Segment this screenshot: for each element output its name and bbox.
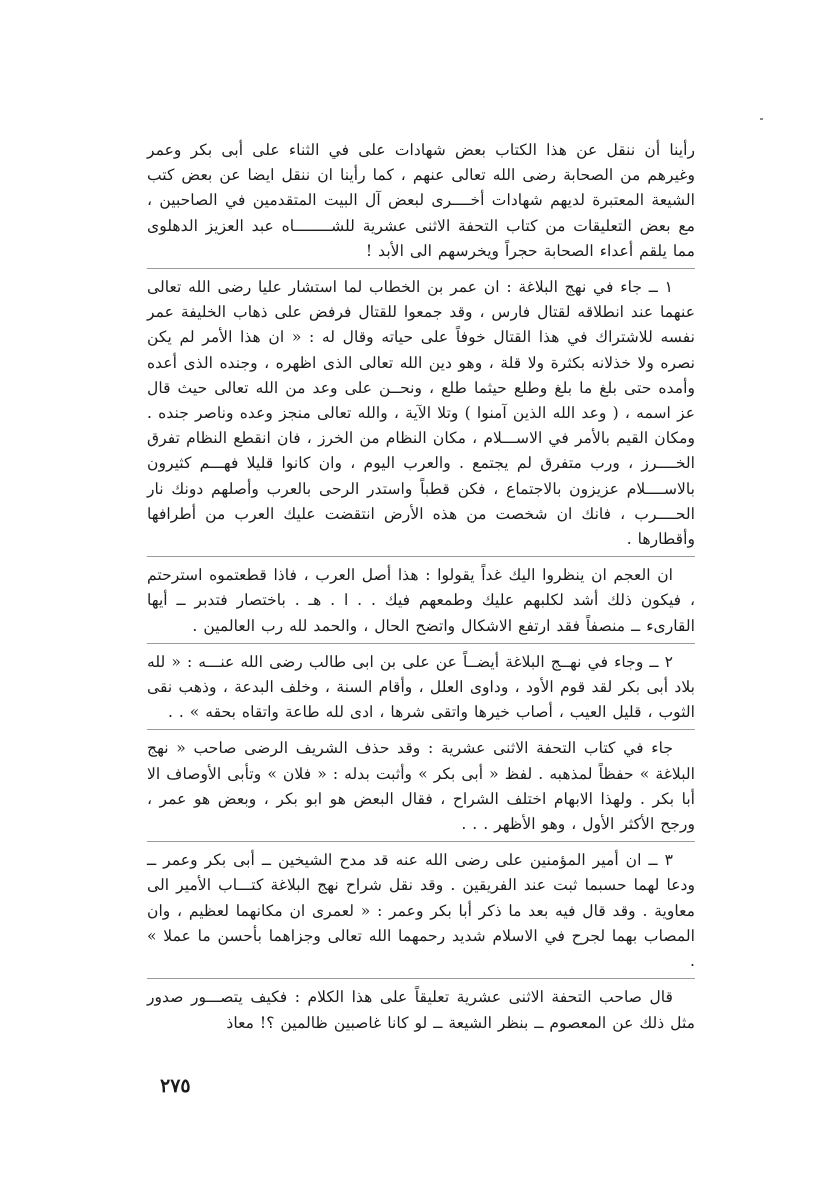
paragraph-6: قال صاحب التحفة الاثنى عشرية تعليقاً على هذا الكلام : فكيف يتصـــور صدور مثل ذلك عن المعصوم ــ بنظر الشيعة ــ لو كانا غاصبين ظالمين ؟! معاذ — [147, 988, 695, 1032]
paragraph-1: ١ ــ جاء في نهج البلاغة : ان عمر بن الخطاب لما استشار عليا رضى الله تعالى عنهما عند انطلاقه لقتال فارس ، وقد جمعوا للقتال فرفض على ذهاب الخليفة عمر نفسه للاشتراك في هذا القتال خوفاً على حياته وقال له : « ان هذا الأمر لم يكن نصره ولا خذلانه بكثرة ولا قلة ، وهو دين الله تعالى الذى اظهره ، وجنده الذى أعده وأمده حتى بلغ ما بلغ وطلع حيثما طلع ، ونحــن على وعد من الله تعالى حيث قال عز اسمه ، ( وعد الله الذين آمنوا ) وتلا الآية ، والله تعالى منجز وعده وناصر جنده . ومكان القيم بالأمر في الاســـلام ، مكان النظام من الخرز ، فان انقطع النظام تفرق الخــــرز ، ورب متفرق لم يجتمع . والعرب اليوم ، وان كانوا قليلا فهـــم كثيرون بالاســــلام عزيزون بالاجتماع ، فكن قطباً واستدر الرحى بالعرب وأصلهم دونك نار الحــــرب ، فانك ان شخصت من هذه الأرض انتقضت عليك العرب من أطرافها وأقطارها . — [147, 278, 695, 549]
page-number: ٢٧٥ — [160, 1075, 191, 1097]
margin-mark — [760, 118, 763, 120]
paragraph-5: ٣ ــ ان أمير المؤمنين على رضى الله عنه قد مدح الشيخين ــ أبى بكر وعمر ــ ودعا لهما حسبما ثبت عند الفريقين . وقد نقل شراح نهج البلاغة كتـــاب الأمير الى معاوية . وقد قال فيه بعد ما ذكر أبا بكر وعمر : « لعمرى ان مكانهما لعظيم ، وان المصاب بهما لجرح في الاسلام شديد رحمهما الله تعالى وجزاهما بأحسن ما عملا » . — [147, 851, 695, 971]
section-divider — [147, 841, 695, 842]
section-divider — [147, 978, 695, 979]
body-text — [147, 138, 695, 1038]
section-divider — [147, 729, 695, 730]
paragraph-3: ٢ ــ وجاء في نهــج البلاغة أيضــاً عن على بن ابى طالب رضى الله عنـــه : « لله بلاد أبى بكر لقد قوم الأود ، وداوى العلل ، وأقام السنة ، وخلف البدعة ، وذهب نقى الثوب ، قليل العيب ، أصاب خيرها واتقى شرها ، ادى لله طاعة واتقاه بحقه » . . — [147, 652, 695, 722]
section-divider — [147, 268, 695, 269]
section-divider — [147, 556, 695, 557]
intro-paragraph: رأينا أن ننقل عن هذا الكتاب بعض شهادات على في الثناء على أبى بكر وعمر وغيرهم من الصحابة رضى الله تعالى عنهم ، كما رأينا ان ننقل ايضا عن بعض كتب الشيعة المعتبرة لديهم شهادات أخــــرى لبعض آل البيت المتقدمين في الصاحبين ، مع بعض التعليقات من كتاب التحفة الاثنى عشرية للشــــــــاه عبد العزيز الدهلوى مما يلقم أعداء الصحابة حجراً ويخرسهم الى الأبد ! — [147, 141, 695, 260]
paragraph-2: ان العجم ان ينظروا اليك غداً يقولوا : هذا أصل العرب ، فاذا قطعتموه استرحتم ، فيكون ذلك أشد لكلبهم عليك وطمعهم فيك . . ا . هـ . باختصار فتدبر ــ أيها القارىء ــ منصفاً فقد ارتفع الاشكال واتضح الحال ، والحمد لله رب العالمين . — [147, 566, 695, 635]
paragraph-4: جاء في كتاب التحفة الاثنى عشرية : وقد حذف الشريف الرضى صاحب « نهج البلاغة » حفظاً لمذهبه . لفظ « أبى بكر » وأثبت بدله : « فلان » وتأبى الأوصاف الا أبا بكر . ولهذا الابهام اختلف الشراح ، فقال البعض هو ابو بكر ، وبعض هو عمر ، ورجح الأكثر الأول ، وهو الأظهر . . . — [147, 739, 695, 834]
section-divider — [147, 643, 695, 644]
